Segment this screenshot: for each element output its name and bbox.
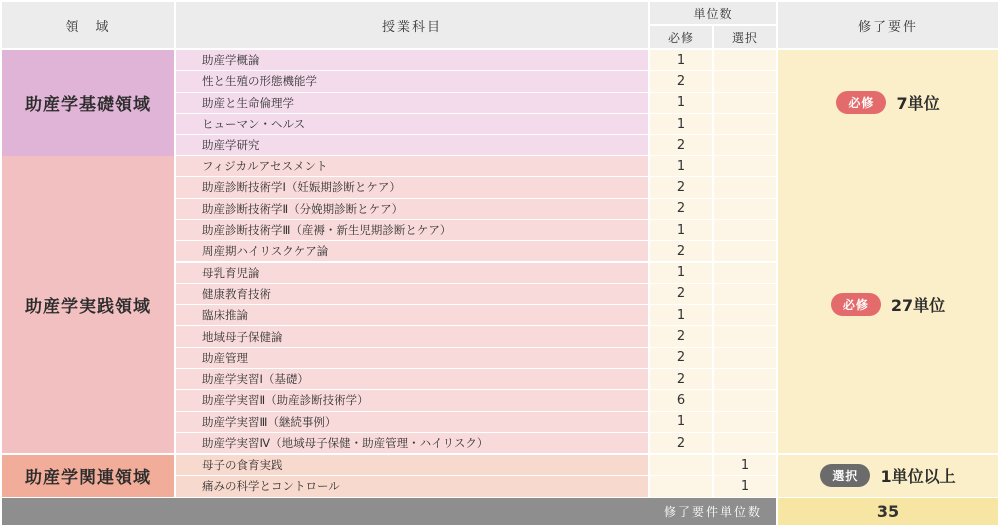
elective-credits-cell <box>714 369 776 389</box>
required-credits-cell: 1 <box>650 263 712 283</box>
elective-credits-cell: 1 <box>714 476 776 496</box>
subject-cell: 臨床推論 <box>176 305 648 325</box>
elective-credits-cell <box>714 156 776 176</box>
total-value: 35 <box>778 498 998 525</box>
required-credits-cell: 2 <box>650 284 712 304</box>
subject-cell: 助産学実習Ⅱ（助産診断技術学） <box>176 390 648 410</box>
required-credits-cell: 2 <box>650 71 712 91</box>
requirement-text: 1単位以上 <box>880 467 956 487</box>
elective-credits-cell <box>714 263 776 283</box>
elective-credits-cell <box>714 348 776 368</box>
elective-credits-cell <box>714 135 776 155</box>
elective-credits-cell <box>714 93 776 113</box>
subject-cell: 母乳育児論 <box>176 263 648 283</box>
subject-cell: 助産学概論 <box>176 50 648 70</box>
subject-cell: 健康教育技術 <box>176 284 648 304</box>
elective-credits-cell <box>714 241 776 261</box>
requirement-badge: 選択 <box>820 464 870 487</box>
subject-cell: 助産学実習Ⅰ（基礎） <box>176 369 648 389</box>
required-credits-cell: 2 <box>650 135 712 155</box>
required-credits-cell: 1 <box>650 305 712 325</box>
required-credits-cell: 2 <box>650 348 712 368</box>
elective-credits-cell <box>714 326 776 346</box>
subject-cell: ヒューマン・ヘルス <box>176 114 648 134</box>
header-subject: 授業科目 <box>176 2 648 48</box>
required-credits-cell: 2 <box>650 433 712 453</box>
required-credits-cell: 2 <box>650 199 712 219</box>
required-credits-cell: 2 <box>650 177 712 197</box>
required-credits-cell: 1 <box>650 412 712 432</box>
domain-cell: 助産学基礎領域 <box>2 50 174 156</box>
subject-cell: 性と生殖の形態機能学 <box>176 71 648 91</box>
subject-cell: 助産診断技術学Ⅲ（産褥・新生児期診断とケア） <box>176 220 648 240</box>
subject-cell: 痛みの科学とコントロール <box>176 476 648 496</box>
elective-credits-cell <box>714 412 776 432</box>
elective-credits-cell <box>714 71 776 91</box>
subject-cell: 助産学実習Ⅳ（地域母子保健・助産管理・ハイリスク） <box>176 433 648 453</box>
header-elective: 選択 <box>714 26 776 48</box>
elective-credits-cell: 1 <box>714 455 776 475</box>
domain-cell: 助産学実践領域 <box>2 156 174 453</box>
requirement-badge: 必修 <box>831 293 881 316</box>
required-credits-cell: 1 <box>650 156 712 176</box>
required-credits-cell: 1 <box>650 114 712 134</box>
required-credits-cell <box>650 476 712 496</box>
subject-cell: 母子の食育実践 <box>176 455 648 475</box>
elective-credits-cell <box>714 220 776 240</box>
required-credits-cell: 2 <box>650 326 712 346</box>
required-credits-cell: 1 <box>650 93 712 113</box>
subject-cell: 地域母子保健論 <box>176 326 648 346</box>
elective-credits-cell <box>714 305 776 325</box>
subject-cell: フィジカルアセスメント <box>176 156 648 176</box>
header-completion: 修了要件 <box>778 2 998 48</box>
required-credits-cell: 1 <box>650 50 712 70</box>
subject-cell: 周産期ハイリスクケア論 <box>176 241 648 261</box>
domain-cell: 助産学関連領域 <box>2 455 174 497</box>
subject-cell: 助産診断技術学Ⅰ（妊娠期診断とケア） <box>176 177 648 197</box>
required-credits-cell: 2 <box>650 241 712 261</box>
requirement-badge: 必修 <box>836 91 886 114</box>
required-credits-cell: 2 <box>650 369 712 389</box>
header-required: 必修 <box>650 26 712 48</box>
subject-cell: 助産診断技術学Ⅱ（分娩期診断とケア） <box>176 199 648 219</box>
elective-credits-cell <box>714 433 776 453</box>
total-label: 修了要件単位数 <box>2 498 776 525</box>
requirement-cell <box>778 156 998 453</box>
elective-credits-cell <box>714 50 776 70</box>
subject-cell: 助産学実習Ⅲ（継続事例） <box>176 412 648 432</box>
requirement-cell <box>778 50 998 156</box>
elective-credits-cell <box>714 114 776 134</box>
elective-credits-cell <box>714 390 776 410</box>
subject-cell: 助産と生命倫理学 <box>176 93 648 113</box>
requirement-cell <box>778 455 998 497</box>
subject-cell: 助産学研究 <box>176 135 648 155</box>
required-credits-cell: 6 <box>650 390 712 410</box>
subject-cell: 助産管理 <box>176 348 648 368</box>
header-credits: 単位数 <box>650 2 776 24</box>
elective-credits-cell <box>714 199 776 219</box>
requirement-text: 27単位 <box>890 296 946 316</box>
elective-credits-cell <box>714 284 776 304</box>
header-domain: 領 域 <box>2 2 174 48</box>
required-credits-cell <box>650 455 712 475</box>
requirement-text: 7単位 <box>896 94 940 114</box>
elective-credits-cell <box>714 177 776 197</box>
required-credits-cell: 1 <box>650 220 712 240</box>
